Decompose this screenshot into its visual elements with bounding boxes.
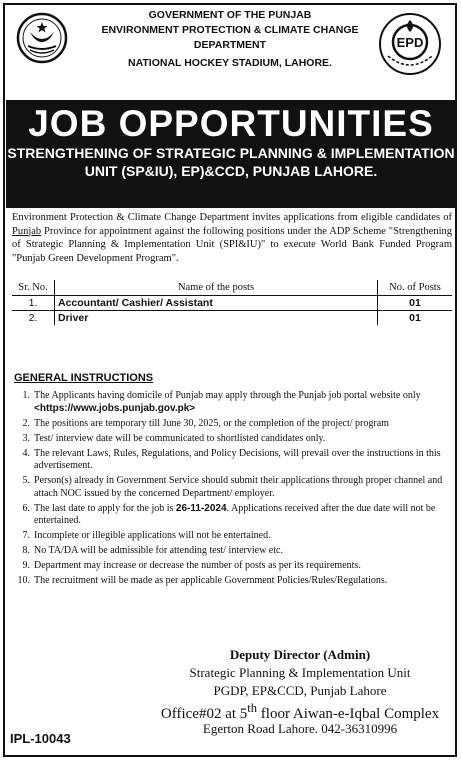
row-post-count: 01 (378, 296, 453, 311)
banner-subtitle-2: UNIT (SP&IU), EP)&CCD, PUNJAB LAHORE. (84, 163, 378, 179)
table-row (12, 311, 452, 326)
title-banner (6, 100, 456, 208)
svg-text:EPD: EPD (396, 35, 424, 50)
signatory-department: PGDP, EP&CCD, Punjab Lahore (213, 683, 387, 698)
row-sr: 1. (12, 296, 55, 311)
item-number: 9. (22, 560, 30, 572)
list-item (14, 433, 450, 446)
signatory-title: Deputy Director (Admin) (229, 647, 371, 662)
last-date: 26-11-2024 (175, 502, 227, 514)
intro-text-1: Environment Protection & Climate Change Department invites applications from eligible candidates of (12, 212, 452, 223)
item-text: Department may increase or decrease the number of posts as per its requirements. (34, 560, 361, 572)
intro-paragraph (12, 211, 452, 265)
list-item (14, 475, 450, 500)
col-header-name: Name of the posts (55, 280, 378, 296)
item-number: 3. (22, 432, 30, 444)
portal-link[interactable]: <https://www.jobs.punjab.gov.pk> (34, 402, 196, 414)
item-number: 4. (22, 447, 30, 459)
item-text: The positions are temporary till June 30, 2025, or the completion of the project/ program (34, 417, 389, 429)
item-text: The recruitment will be made as per applicable Government Policies/Rules/Regulations. (34, 575, 388, 587)
header-address: NATIONAL HOCKEY STADIUM, LAHORE. (128, 57, 332, 69)
row-sr: 2. (12, 311, 55, 326)
item-text: Incomplete or illegible applications will not be entertained. (34, 530, 271, 542)
item-number: 5. (22, 475, 30, 487)
intro-province: Punjab (12, 225, 42, 237)
item-text: Person(s) already in Government Service should submit their applications through proper channel and attach NOC issued by the concerned Department/ employer. (34, 475, 443, 499)
instructions-heading: GENERAL INSTRUCTIONS (14, 372, 154, 384)
item-text: The Applicants having domicile of Punjab may apply through the Punjab job portal website only (34, 390, 421, 401)
item-number: 6. (22, 502, 30, 514)
item-text: The relevant Laws, Rules, Regulations, and Policy Decisions, will prevail over the instructions in this advertisement. (34, 447, 441, 472)
list-item (14, 530, 450, 543)
office-text-2: floor Aiwan-e-Iqbal Complex (257, 706, 440, 722)
item-number: 1. (22, 390, 30, 401)
office-text: Office#02 at 5 (160, 706, 248, 722)
header-department: ENVIRONMENT PROTECTION & CLIMATE CHANGE (101, 24, 359, 36)
list-item (14, 418, 450, 431)
col-header-sr: Sr. No. (18, 282, 48, 293)
intro-text-2: Province for appointment against the following positions under the ADP Scheme "Strengthening of Strategic Planning & Implementation Unit (SPI&IU)" to execute World Bank Funded Program "Punjab Green Development Program". (12, 225, 452, 264)
instructions-list (14, 390, 450, 590)
col-header-count: No. of Posts (378, 280, 453, 296)
item-number: 7. (22, 530, 30, 542)
item-number: 2. (22, 417, 30, 429)
advert-reference: IPL-10043 (10, 731, 71, 746)
row-post-count: 01 (378, 311, 453, 326)
list-item (14, 503, 450, 528)
list-item (14, 390, 450, 415)
item-number: 8. (22, 545, 30, 557)
list-item (14, 575, 450, 588)
header-government: GOVERNMENT OF THE PUNJAB (148, 9, 312, 21)
item-text: The last date to apply for the job is (34, 502, 176, 514)
item-text-after: . Applications received after the due date will not be entertained. (34, 502, 436, 527)
table-row (12, 296, 452, 311)
item-text: Test/ interview date will be communicated to shortlisted candidates only. (34, 432, 326, 444)
list-item (14, 545, 450, 558)
header-department-2: DEPARTMENT (193, 39, 267, 51)
list-item (14, 560, 450, 573)
posts-table (12, 280, 452, 325)
signatory-address-phone: Egerton Road Lahore. 042-36310996 (202, 721, 398, 736)
epd-department-logo (378, 12, 442, 76)
list-item (14, 448, 450, 473)
row-post-name: Driver (55, 311, 378, 326)
page-title: JOB OPPORTUNITIES (28, 103, 434, 144)
item-text: No TA/DA will be admissible for attending test/ interview etc. (34, 545, 283, 557)
item-number: 10. (17, 575, 30, 587)
punjab-government-logo (16, 12, 68, 64)
banner-subtitle-1: STRENGTHENING OF STRATEGIC PLANNING & IMPLEMENTATION (7, 145, 455, 161)
floor-suffix: th (247, 701, 258, 715)
row-post-name: Accountant/ Cashier/ Assistant (55, 296, 378, 311)
signatory-unit: Strategic Planning & Implementation Unit (189, 665, 411, 680)
